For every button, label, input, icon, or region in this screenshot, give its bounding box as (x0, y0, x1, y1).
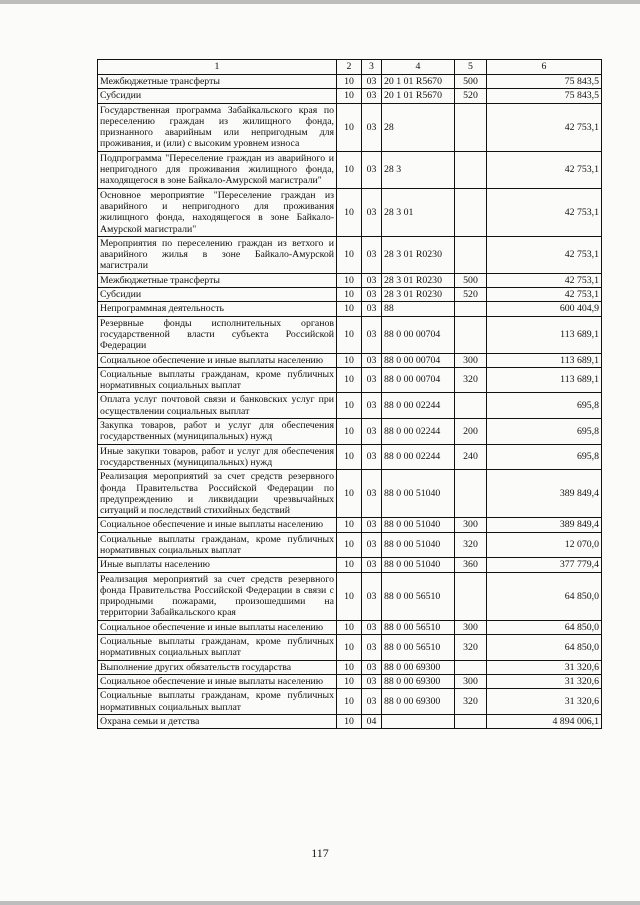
amount: 42 753,1 (487, 188, 602, 236)
section-code: 10 (337, 302, 362, 316)
section-code: 10 (337, 518, 362, 532)
section-code: 10 (337, 660, 362, 674)
section-code: 10 (337, 273, 362, 287)
target-article-code: 88 0 00 51040 (382, 532, 455, 558)
section-code: 10 (337, 620, 362, 634)
subsection-code: 03 (362, 444, 382, 470)
amount: 12 070,0 (487, 532, 602, 558)
item-name: Межбюджетные трансферты (98, 75, 337, 89)
item-name: Социальные выплаты гражданам, кроме публичных нормативных социальных выплат (98, 367, 337, 393)
header-cell-5: 5 (455, 60, 487, 75)
section-code: 10 (337, 316, 362, 353)
amount: 31 320,6 (487, 689, 602, 715)
amount: 31 320,6 (487, 674, 602, 688)
item-name: Социальные выплаты гражданам, кроме публичных нормативных социальных выплат (98, 689, 337, 715)
target-article-code: 20 1 01 R5670 (382, 75, 455, 89)
expense-type-code (455, 660, 487, 674)
section-code: 10 (337, 367, 362, 393)
amount: 4 894 006,1 (487, 714, 602, 728)
section-code: 10 (337, 714, 362, 728)
amount: 695,8 (487, 419, 602, 445)
target-article-code: 88 0 00 02244 (382, 419, 455, 445)
item-name: Резервные фонды исполнительных органов государственной власти субъекта Российской Федерации (98, 316, 337, 353)
subsection-code: 03 (362, 302, 382, 316)
target-article-code (382, 714, 455, 728)
subsection-code: 03 (362, 151, 382, 188)
expense-type-code: 360 (455, 558, 487, 572)
subsection-code: 03 (362, 572, 382, 620)
header-cell-4: 4 (382, 60, 455, 75)
amount: 31 320,6 (487, 660, 602, 674)
section-code: 10 (337, 470, 362, 518)
section-code: 10 (337, 393, 362, 419)
table-row (98, 689, 602, 715)
item-name: Непрограммная деятельность (98, 302, 337, 316)
subsection-code: 03 (362, 635, 382, 661)
scan-edge-top (0, 0, 640, 4)
item-name: Иные закупки товаров, работ и услуг для обеспечения государственных (муниципальных) нужд (98, 444, 337, 470)
amount: 42 753,1 (487, 151, 602, 188)
subsection-code: 03 (362, 532, 382, 558)
table-row (98, 353, 602, 367)
item-name: Субсидии (98, 288, 337, 302)
header-cell-6: 6 (487, 60, 602, 75)
amount: 377 779,4 (487, 558, 602, 572)
item-name: Реализация мероприятий за счет средств резервного фонда Правительства Российской Федерации по предупреждению и ликвидации чрезвычайных ситуаций и последствий стихийных бедствий (98, 470, 337, 518)
section-code: 10 (337, 572, 362, 620)
item-name: Подпрограмма "Переселение граждан из аварийного и непригодного для проживания жилищного фонда, находящегося в зоне Байкало-Амурской магистрали" (98, 151, 337, 188)
amount: 64 850,0 (487, 620, 602, 634)
subsection-code: 03 (362, 419, 382, 445)
target-article-code: 88 0 00 69300 (382, 660, 455, 674)
item-name: Иные выплаты населению (98, 558, 337, 572)
budget-table (97, 59, 602, 729)
target-article-code: 28 3 01 R0230 (382, 236, 455, 273)
expense-type-code (455, 572, 487, 620)
section-code: 10 (337, 89, 362, 103)
amount: 389 849,4 (487, 470, 602, 518)
expense-type-code (455, 302, 487, 316)
amount: 75 843,5 (487, 89, 602, 103)
expense-type-code: 500 (455, 273, 487, 287)
subsection-code: 03 (362, 288, 382, 302)
target-article-code: 88 0 00 69300 (382, 689, 455, 715)
amount: 42 753,1 (487, 236, 602, 273)
table-row (98, 288, 602, 302)
section-code: 10 (337, 151, 362, 188)
table-row (98, 273, 602, 287)
expense-type-code (455, 188, 487, 236)
item-name: Социальное обеспечение и иные выплаты населению (98, 674, 337, 688)
amount: 113 689,1 (487, 316, 602, 353)
item-name: Выполнение других обязательств государства (98, 660, 337, 674)
section-code: 10 (337, 419, 362, 445)
amount: 75 843,5 (487, 75, 602, 89)
target-article-code: 28 3 01 R0230 (382, 288, 455, 302)
target-article-code: 88 0 00 02244 (382, 444, 455, 470)
table-row (98, 660, 602, 674)
subsection-code: 03 (362, 674, 382, 688)
target-article-code: 88 0 00 56510 (382, 635, 455, 661)
target-article-code: 88 0 00 00704 (382, 316, 455, 353)
section-code: 10 (337, 103, 362, 151)
section-code: 10 (337, 236, 362, 273)
table-row (98, 188, 602, 236)
scan-edge-bottom (0, 901, 640, 905)
section-code: 10 (337, 188, 362, 236)
target-article-code: 28 (382, 103, 455, 151)
section-code: 10 (337, 674, 362, 688)
subsection-code: 03 (362, 660, 382, 674)
amount: 64 850,0 (487, 572, 602, 620)
subsection-code: 03 (362, 188, 382, 236)
subsection-code: 03 (362, 689, 382, 715)
target-article-code: 88 (382, 302, 455, 316)
target-article-code: 88 0 00 51040 (382, 558, 455, 572)
amount: 695,8 (487, 393, 602, 419)
target-article-code: 28 3 (382, 151, 455, 188)
subsection-code: 03 (362, 393, 382, 419)
target-article-code: 20 1 01 R5670 (382, 89, 455, 103)
expense-type-code: 520 (455, 288, 487, 302)
header-cell-3: 3 (362, 60, 382, 75)
table-row (98, 518, 602, 532)
subsection-code: 03 (362, 103, 382, 151)
expense-type-code (455, 714, 487, 728)
table-row (98, 236, 602, 273)
expense-type-code: 320 (455, 367, 487, 393)
target-article-code: 88 0 00 51040 (382, 518, 455, 532)
subsection-code: 03 (362, 620, 382, 634)
table-row (98, 302, 602, 316)
amount: 64 850,0 (487, 635, 602, 661)
subsection-code: 03 (362, 558, 382, 572)
subsection-code: 03 (362, 353, 382, 367)
item-name: Социальное обеспечение и иные выплаты населению (98, 518, 337, 532)
section-code: 10 (337, 288, 362, 302)
header-cell-1: 1 (98, 60, 337, 75)
subsection-code: 03 (362, 236, 382, 273)
target-article-code: 28 3 01 (382, 188, 455, 236)
subsection-code: 03 (362, 518, 382, 532)
amount: 113 689,1 (487, 353, 602, 367)
expense-type-code (455, 103, 487, 151)
table-row (98, 419, 602, 445)
expense-type-code: 300 (455, 674, 487, 688)
section-code: 10 (337, 353, 362, 367)
table-row (98, 635, 602, 661)
item-name: Мероприятия по переселению граждан из ветхого и аварийного жилья в зоне Байкало-Амурской магистрали (98, 236, 337, 273)
table-row (98, 103, 602, 151)
section-code: 10 (337, 689, 362, 715)
amount: 113 689,1 (487, 367, 602, 393)
item-name: Субсидии (98, 89, 337, 103)
item-name: Закупка товаров, работ и услуг для обеспечения государственных (муниципальных) нужд (98, 419, 337, 445)
item-name: Социальное обеспечение и иные выплаты населению (98, 620, 337, 634)
target-article-code: 88 0 00 56510 (382, 572, 455, 620)
subsection-code: 03 (362, 89, 382, 103)
amount: 600 404,9 (487, 302, 602, 316)
subsection-code: 04 (362, 714, 382, 728)
target-article-code: 88 0 00 00704 (382, 353, 455, 367)
table-row (98, 714, 602, 728)
table-row (98, 572, 602, 620)
target-article-code: 88 0 00 51040 (382, 470, 455, 518)
table-row (98, 558, 602, 572)
item-name: Социальное обеспечение и иные выплаты населению (98, 353, 337, 367)
subsection-code: 03 (362, 316, 382, 353)
item-name: Основное мероприятие "Переселение граждан из аварийного и непригодного для проживания жилищного фонда, находящегося в зоне Байкало-Амурской магистрали" (98, 188, 337, 236)
amount: 42 753,1 (487, 273, 602, 287)
expense-type-code: 240 (455, 444, 487, 470)
table-header-row (98, 60, 602, 75)
item-name: Межбюджетные трансферты (98, 273, 337, 287)
expense-type-code: 300 (455, 353, 487, 367)
page-number: 117 (311, 846, 329, 860)
table-row (98, 316, 602, 353)
item-name: Социальные выплаты гражданам, кроме публичных нормативных социальных выплат (98, 532, 337, 558)
target-article-code: 88 0 00 56510 (382, 620, 455, 634)
table-row (98, 151, 602, 188)
item-name: Охрана семьи и детства (98, 714, 337, 728)
expense-type-code (455, 151, 487, 188)
table-row (98, 470, 602, 518)
expense-type-code: 500 (455, 75, 487, 89)
table-row (98, 532, 602, 558)
amount: 695,8 (487, 444, 602, 470)
expense-type-code (455, 236, 487, 273)
table-row (98, 444, 602, 470)
item-name: Оплата услуг почтовой связи и банковских услуг при осуществлении социальных выплат (98, 393, 337, 419)
section-code: 10 (337, 75, 362, 89)
subsection-code: 03 (362, 75, 382, 89)
header-cell-2: 2 (337, 60, 362, 75)
subsection-code: 03 (362, 470, 382, 518)
section-code: 10 (337, 558, 362, 572)
table-row (98, 367, 602, 393)
table-row (98, 393, 602, 419)
table-row (98, 75, 602, 89)
expense-type-code: 300 (455, 620, 487, 634)
table-row (98, 89, 602, 103)
item-name: Социальные выплаты гражданам, кроме публичных нормативных социальных выплат (98, 635, 337, 661)
expense-type-code: 320 (455, 532, 487, 558)
expense-type-code: 300 (455, 518, 487, 532)
section-code: 10 (337, 635, 362, 661)
expense-type-code (455, 470, 487, 518)
item-name: Государственная программа Забайкальского края по переселению граждан из жилищного фонда, признанного аварийным или непригодным для проживания, и (или) с высоким уровнем износа (98, 103, 337, 151)
subsection-code: 03 (362, 367, 382, 393)
amount: 42 753,1 (487, 288, 602, 302)
table-row (98, 620, 602, 634)
amount: 42 753,1 (487, 103, 602, 151)
expense-type-code: 320 (455, 635, 487, 661)
expense-type-code (455, 316, 487, 353)
amount: 389 849,4 (487, 518, 602, 532)
table-row (98, 674, 602, 688)
target-article-code: 88 0 00 00704 (382, 367, 455, 393)
target-article-code: 88 0 00 69300 (382, 674, 455, 688)
expense-type-code: 320 (455, 689, 487, 715)
target-article-code: 28 3 01 R0230 (382, 273, 455, 287)
expense-type-code (455, 393, 487, 419)
expense-type-code: 200 (455, 419, 487, 445)
target-article-code: 88 0 00 02244 (382, 393, 455, 419)
section-code: 10 (337, 444, 362, 470)
expense-type-code: 520 (455, 89, 487, 103)
section-code: 10 (337, 532, 362, 558)
item-name: Реализация мероприятий за счет средств резервного фонда Правительства Российской Федерации в связи с природными пожарами, произошедшими на территории Забайкальского края (98, 572, 337, 620)
subsection-code: 03 (362, 273, 382, 287)
